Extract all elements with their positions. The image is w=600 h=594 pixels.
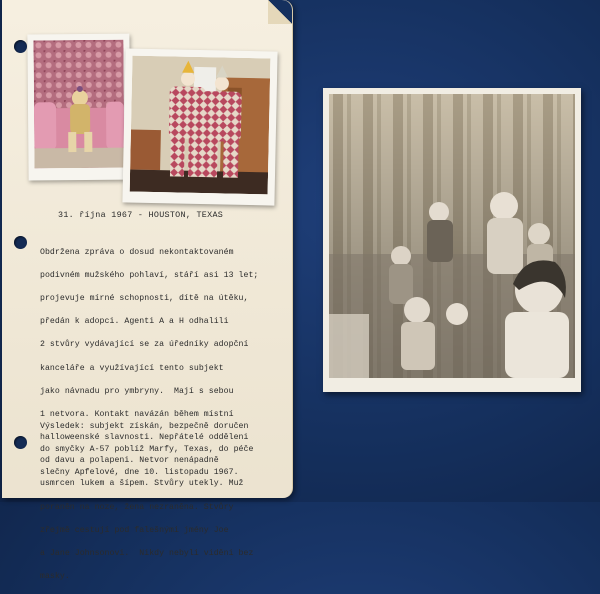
note-line: halloweenské slavnosti. Nepřátelé odděleni bbox=[40, 433, 249, 443]
note-line: zřejmě cestují pod falešnými jmény Joe bbox=[40, 525, 229, 535]
note-date-line: 31. října 1967 - HOUSTON, TEXAS bbox=[58, 210, 224, 220]
photo-two-clowns bbox=[130, 56, 271, 195]
note-line: od davu a polapeni. Netvor nenápadně bbox=[40, 456, 219, 466]
note-line: projevuje mírné schopnosti, dítě na útěku, bbox=[40, 293, 249, 303]
note-line: 1 netvora. Kontakt navázán během místní bbox=[40, 409, 234, 419]
note-line: usmrcen lukem a šípem. Stvůry utekly. Muž bbox=[40, 479, 244, 489]
note-line: kanceláře a využívající tento subjekt bbox=[40, 363, 224, 373]
note-line: slečny Apfelové, dne 10. listopadu 1967. bbox=[40, 467, 239, 477]
note-line: Obdržena zpráva o dosud nekontaktovaném bbox=[40, 247, 234, 257]
note-line: předán k adopci. Agenti A a H odhalili bbox=[40, 317, 229, 327]
note-paragraph-2 bbox=[40, 409, 290, 490]
photo-clown-sofa bbox=[33, 40, 124, 169]
polaroid-clown-sofa bbox=[27, 34, 130, 181]
photo-children-dolls-print bbox=[323, 88, 581, 392]
polaroid-two-clowns bbox=[122, 48, 277, 205]
binder-hole bbox=[14, 436, 27, 449]
binder-hole bbox=[14, 236, 27, 249]
binder-hole bbox=[14, 40, 27, 53]
note-line: do smyčky A-57 poblíž Marfy, Texas, do péče bbox=[40, 444, 254, 454]
note-line: poraněn na noze, žena nezraněna. Stvůry bbox=[40, 502, 234, 512]
note-line: podivném mužského pohlaví, stáří asi 13 let; bbox=[40, 270, 259, 280]
note-line: masky. bbox=[40, 572, 70, 582]
note-line: 2 stvůry vydávající se za úředníky adopční bbox=[40, 340, 249, 350]
photo-children-dolls bbox=[329, 94, 575, 378]
note-line: jako návnadu pro ymbryny. Mají s sebou bbox=[40, 386, 234, 396]
note-line: a Jane Johnsonovi. Nikdy nebyli viděni bez bbox=[40, 549, 254, 559]
note-line: Výsledek: subjekt získán, bezpečně doručen bbox=[40, 421, 249, 431]
